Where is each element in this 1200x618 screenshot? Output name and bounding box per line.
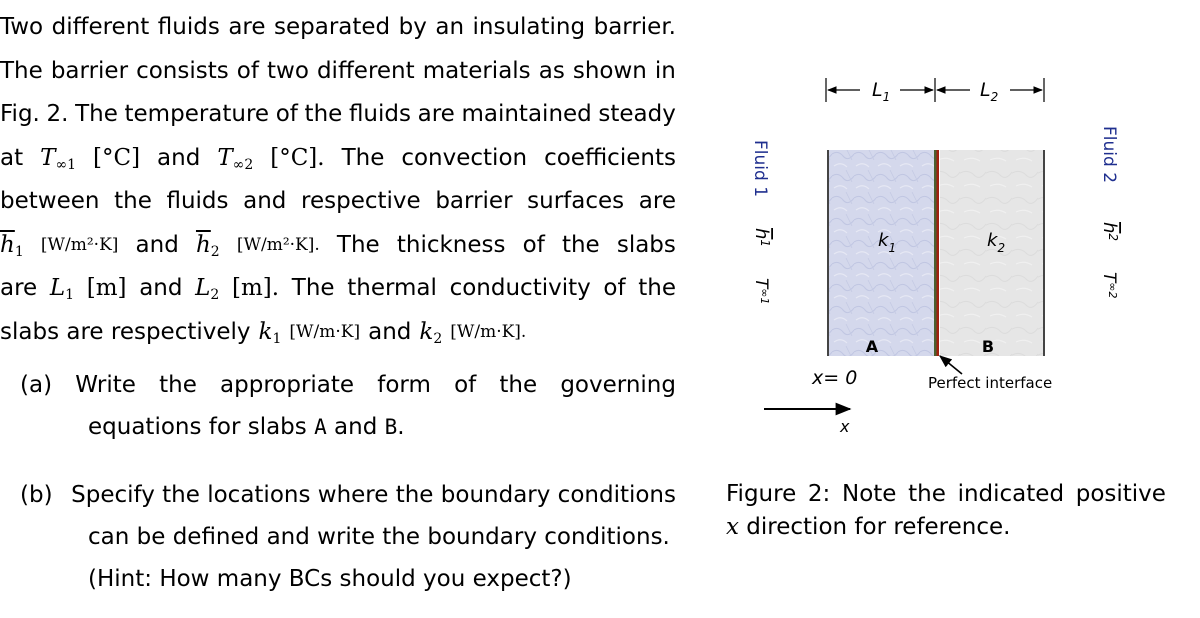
word: of xyxy=(522,231,545,258)
word: different xyxy=(316,57,415,84)
word: two xyxy=(267,57,309,84)
unit-htc: [W/m²·K] xyxy=(40,234,119,255)
word: fluids xyxy=(348,101,411,127)
word: the xyxy=(499,372,538,398)
word: and xyxy=(334,414,378,440)
word: different xyxy=(51,14,150,40)
unit-celsius: [°C]. xyxy=(270,144,325,171)
slab-b-ref: B xyxy=(384,415,398,439)
word: coefficients xyxy=(544,144,676,171)
word: and xyxy=(243,188,287,214)
question-label: (b) xyxy=(20,482,53,508)
question-a-line-2 xyxy=(20,406,676,448)
question-b-line-3: (Hint: How many BCs should you expect?) xyxy=(88,566,572,592)
text: direction for reference. xyxy=(746,514,1011,540)
word: The xyxy=(291,275,335,301)
word: governing xyxy=(560,372,676,398)
word: are xyxy=(638,188,676,214)
word: of xyxy=(454,372,477,398)
word: positive xyxy=(1075,481,1166,507)
word: the xyxy=(304,101,343,127)
text: slabs are respectively xyxy=(0,318,251,345)
word: as xyxy=(538,57,565,84)
statement-line-4 xyxy=(0,137,676,181)
text: equations for slabs xyxy=(88,414,307,440)
x-axis-label: x xyxy=(840,417,850,436)
word: and xyxy=(368,318,412,345)
word: Two xyxy=(0,14,44,40)
question-b-line-2: can be defined and write the boundary conditions. xyxy=(88,524,670,550)
word: The xyxy=(75,101,118,127)
slab-b-label: B xyxy=(981,337,995,356)
h1-bar-label: $h^1$ xyxy=(751,228,772,248)
word: form xyxy=(377,372,431,398)
question-b xyxy=(20,474,676,600)
word: in xyxy=(654,57,676,84)
unit-m: [m] xyxy=(86,275,127,301)
word: barrier xyxy=(50,57,129,84)
x-symbol: x xyxy=(726,514,739,540)
word: consists xyxy=(136,57,229,84)
word: steady xyxy=(598,101,676,127)
word: barrier xyxy=(435,188,513,214)
unit-celsius: [°C] xyxy=(93,144,141,171)
word: the xyxy=(908,481,946,507)
interface-line xyxy=(934,150,937,356)
period: . xyxy=(397,414,405,440)
word: fluids xyxy=(166,188,229,214)
word: and xyxy=(157,144,201,171)
word: indicated xyxy=(957,481,1065,507)
h1-symbol: $\overline{h}_1$ xyxy=(0,231,24,260)
unit-conductivity: [W/m·K] xyxy=(289,321,361,342)
word: thermal xyxy=(347,275,437,301)
word: at xyxy=(0,144,24,171)
word: the xyxy=(159,372,197,398)
question-a-line-1 xyxy=(20,364,676,406)
h2-bar-label: $h^2$ xyxy=(1099,222,1120,242)
word: fluids xyxy=(157,14,220,40)
fluid-2-label: Fluid 2 xyxy=(1099,126,1119,184)
slab-a xyxy=(828,150,934,356)
statement-line-1 xyxy=(0,6,676,50)
statement-line-3 xyxy=(0,93,676,137)
interface-line-red xyxy=(937,150,940,356)
word: convection xyxy=(401,144,528,171)
word: maintained xyxy=(461,101,592,127)
word: are xyxy=(417,101,455,127)
k2-label: $k_2$ xyxy=(987,230,1006,255)
word: the xyxy=(638,275,676,301)
statement-line-5 xyxy=(0,180,676,224)
word: 2: xyxy=(807,481,831,507)
t-inf-2-label: $T^{\infty 2}$ xyxy=(1099,272,1119,299)
t-inf-1-label: $T^{\infty 1}$ xyxy=(751,278,771,305)
word: temperature xyxy=(124,101,270,127)
t-inf-2-symbol: $T_{\infty 2}$ xyxy=(217,144,254,173)
word: shown xyxy=(572,57,647,84)
k1-symbol: $k_1$ xyxy=(258,318,282,347)
unit-conductivity: [W/m·K]. xyxy=(450,321,527,342)
word: and xyxy=(139,275,183,301)
word: of xyxy=(275,101,298,127)
word: respective xyxy=(301,188,421,214)
word: 2. xyxy=(46,101,69,127)
caption-line-2 xyxy=(726,511,1166,544)
word: The xyxy=(341,144,385,171)
k1-label: $k_1$ xyxy=(878,230,897,255)
word: surfaces xyxy=(527,188,625,214)
word: and xyxy=(135,231,179,258)
unit-htc: [W/m²·K]. xyxy=(236,234,320,255)
word: between xyxy=(0,188,100,214)
word: of xyxy=(603,275,626,301)
word: by xyxy=(398,14,427,40)
slab-a-ref: A xyxy=(314,415,327,439)
L1-symbol: $L_1$ xyxy=(49,275,75,303)
slab-b xyxy=(940,150,1044,356)
L2-symbol: $L_2$ xyxy=(195,275,220,303)
L2-dimension-label: $L_2$ xyxy=(980,79,999,104)
word: separated xyxy=(274,14,391,40)
question-a xyxy=(20,364,676,448)
caption-line-1 xyxy=(726,478,1166,511)
word: slabs xyxy=(616,231,676,258)
question-label: (a) xyxy=(20,372,53,398)
L1-dimension-label: $L_1$ xyxy=(872,79,891,104)
word: are xyxy=(0,275,38,301)
word: insulating xyxy=(472,14,586,40)
statement-line-2 xyxy=(0,50,676,94)
word: Fig. xyxy=(0,101,40,127)
word: conductivity xyxy=(449,275,591,301)
word: Write xyxy=(75,372,136,398)
figure-caption xyxy=(726,478,1166,544)
word: barrier. xyxy=(593,14,676,40)
word: Figure xyxy=(726,481,797,507)
word: materials xyxy=(422,57,531,84)
word: Note xyxy=(842,481,897,507)
interface-pointer-arrow xyxy=(940,356,962,374)
statement-line-8 xyxy=(0,311,676,355)
unit-m: [m]. xyxy=(232,275,280,301)
text: Specify the locations where the boundary conditions xyxy=(71,482,676,508)
slab-a-label: A xyxy=(865,337,879,356)
interface-label: Perfect interface xyxy=(928,374,1053,392)
word: an xyxy=(435,14,465,40)
word: the xyxy=(114,188,152,214)
statement-line-6 xyxy=(0,224,676,268)
x-origin-label: x= 0 xyxy=(812,367,858,389)
word: appropriate xyxy=(220,372,355,398)
problem-statement xyxy=(0,6,676,354)
barrier-figure xyxy=(700,60,1180,450)
word: thickness xyxy=(396,231,506,258)
question-b-line-1 xyxy=(20,474,676,516)
fluid-1-label: Fluid 1 xyxy=(750,140,770,198)
word: of xyxy=(236,57,259,84)
statement-line-7 xyxy=(0,267,676,311)
word: The xyxy=(336,231,380,258)
k2-symbol: $k_2$ xyxy=(419,318,443,347)
t-inf-1-symbol: $T_{\infty 1}$ xyxy=(40,144,77,173)
h2-symbol: $\overline{h}_2$ xyxy=(195,231,220,260)
word: the xyxy=(561,231,600,258)
word: The xyxy=(0,57,43,84)
word: are xyxy=(228,14,266,40)
